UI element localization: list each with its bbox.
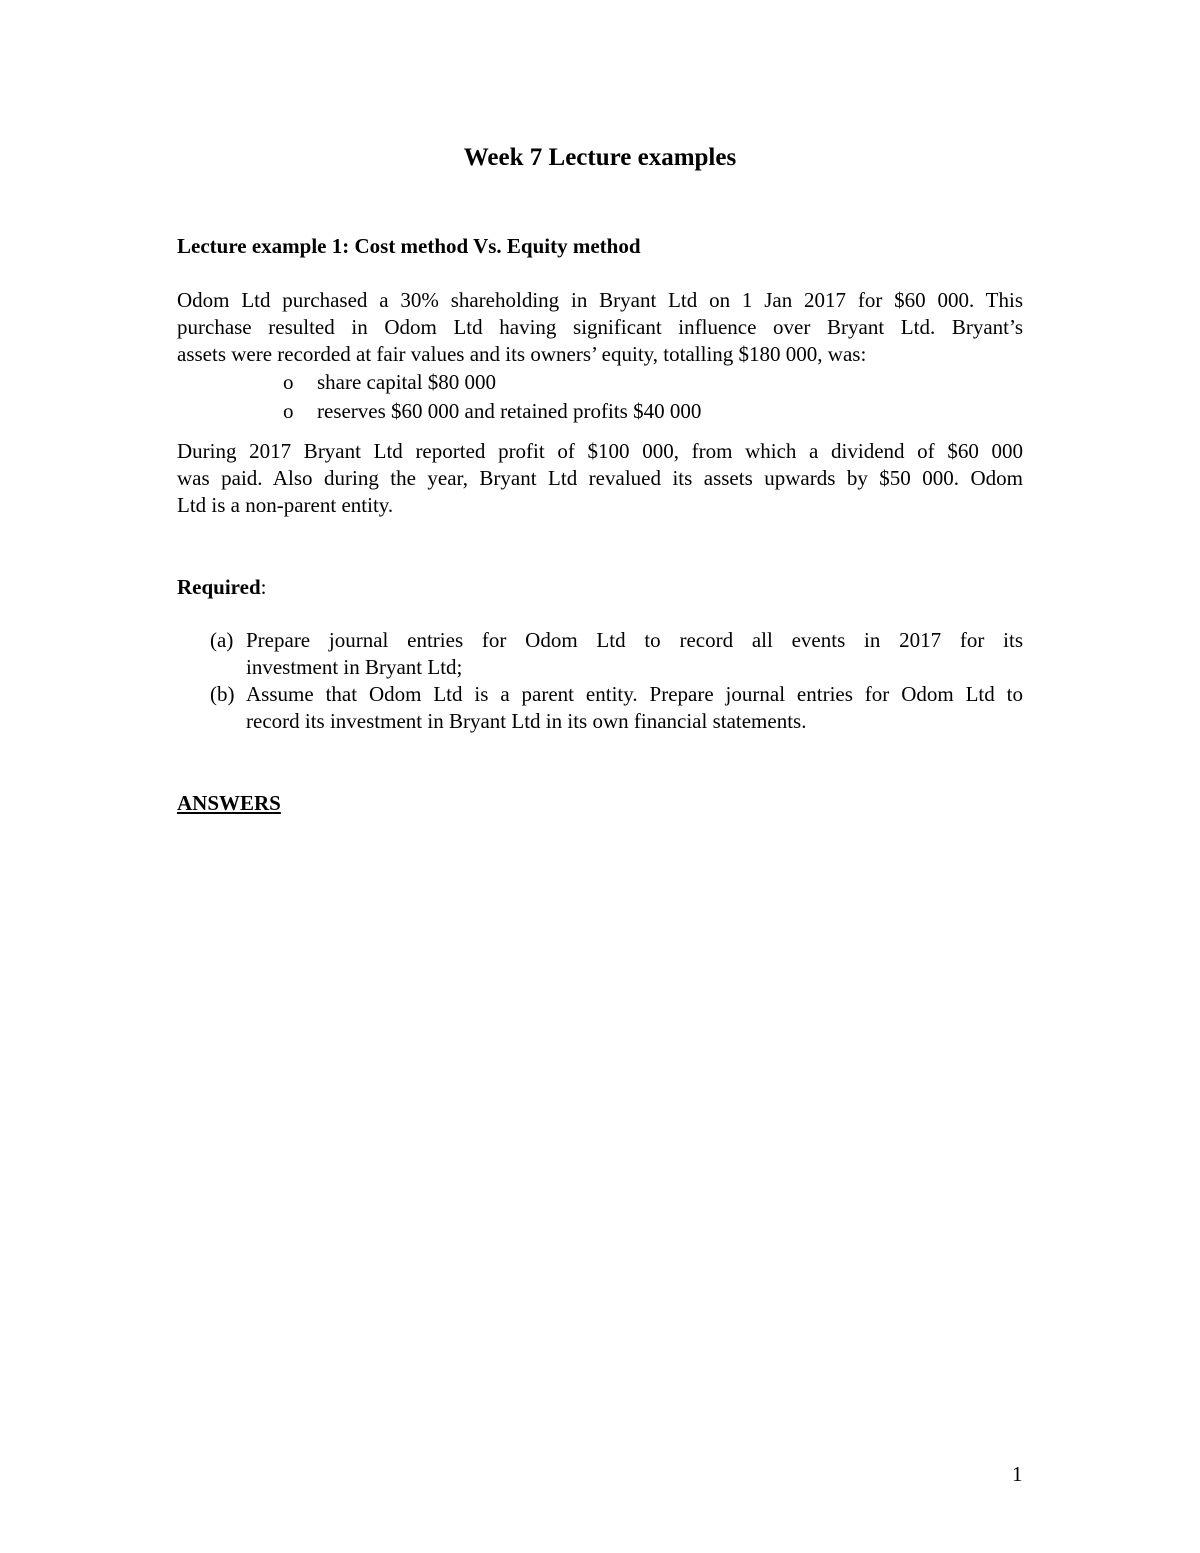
required-label <box>177 573 266 601</box>
requirement-line: Prepare journal entries for Odom Ltd to record all events in 2017 for its <box>246 628 1023 652</box>
requirement-a <box>210 627 1023 681</box>
intro-paragraph <box>177 287 1023 368</box>
paragraph-line: Odom Ltd purchased a 30% shareholding in Bryant Ltd on 1 Jan 2017 for $60 000. This <box>177 288 1023 312</box>
requirement-marker: (b) <box>210 682 235 706</box>
bullet-marker: o <box>283 370 294 394</box>
requirement-line: investment in Bryant Ltd; <box>246 655 463 679</box>
events-paragraph <box>177 438 1023 519</box>
bullet-marker: o <box>283 399 294 423</box>
required-colon: : <box>260 575 267 599</box>
paragraph-line: assets were recorded at fair values and its owners’ equity, totalling $180 000, was: <box>177 342 867 366</box>
requirement-b <box>210 681 1023 735</box>
paragraph-line: purchase resulted in Odom Ltd having significant influence over Bryant Ltd. Bryant’s <box>177 315 1023 339</box>
requirement-line: record its investment in Bryant Ltd in its own financial statements. <box>246 709 807 733</box>
requirement-line: Assume that Odom Ltd is a parent entity. Prepare journal entries for Odom Ltd to <box>246 682 1023 706</box>
page-number: 1 <box>1012 1462 1023 1486</box>
page-title: Week 7 Lecture examples <box>463 144 737 171</box>
requirement-marker: (a) <box>210 628 234 652</box>
example-heading: Lecture example 1: Cost method Vs. Equity method <box>177 234 641 258</box>
paragraph-line: During 2017 Bryant Ltd reported profit of $100 000, from which a dividend of $60 000 <box>177 439 1023 463</box>
bullet-item <box>283 397 701 425</box>
bullet-text: reserves $60 000 and retained profits $40 000 <box>317 399 702 423</box>
answers-heading: ANSWERS <box>177 791 281 815</box>
required-text: Required <box>177 575 261 599</box>
paragraph-line: was paid. Also during the year, Bryant Ltd revalued its assets upwards by $50 000. Odom <box>177 466 1023 490</box>
paragraph-line: Ltd is a non-parent entity. <box>177 493 394 517</box>
bullet-item <box>283 368 496 396</box>
bullet-text: share capital $80 000 <box>317 370 497 394</box>
